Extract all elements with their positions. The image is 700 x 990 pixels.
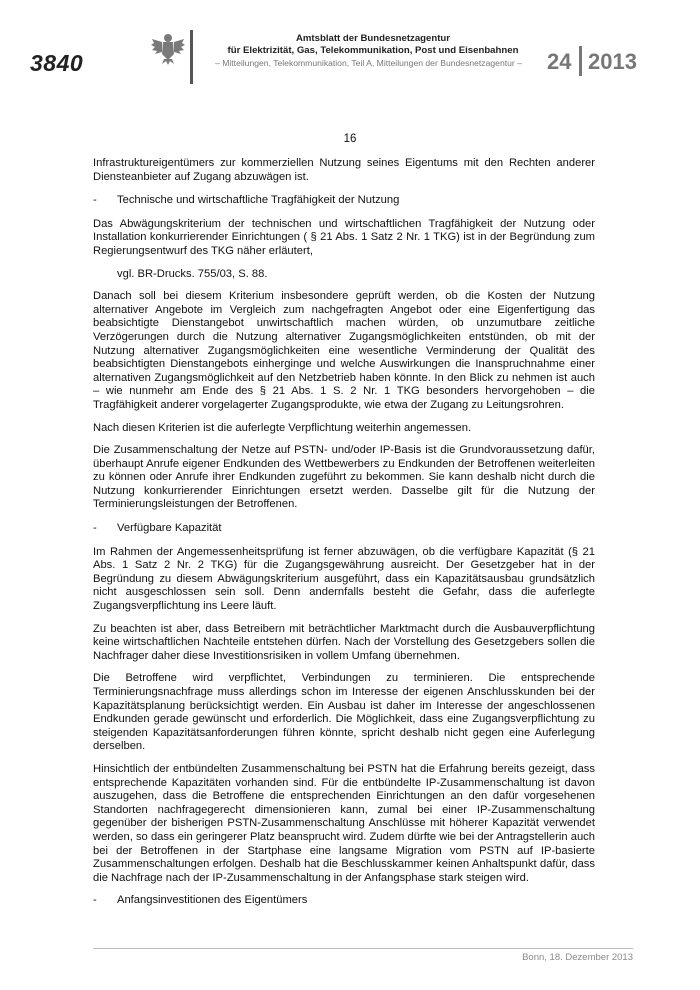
bullet-text: Verfügbare Kapazität — [117, 522, 222, 535]
header-vertical-rule — [190, 30, 193, 84]
footer-place-date: Bonn, 18. Dezember 2013 — [522, 952, 633, 963]
header-subtitle: – Mitteilungen, Telekommunikation, Teil A, Mitteilungen der Bundesnetzagentur – — [215, 58, 522, 68]
citation: vgl. BR-Drucks. 755/03, S. 88. — [117, 267, 268, 280]
bullet-tragfaehigkeit — [93, 194, 595, 208]
bullet-dash: - — [93, 194, 97, 207]
paragraph-4: Nach diesen Kriterien ist die auferlegte Verpflichtung weiterhin angemessen. — [93, 421, 472, 434]
bullet-kapazitaet — [93, 522, 595, 536]
paragraph-7: Zu beachten ist aber, dass Betreibern mit beträchtlicher Marktmacht durch die Ausbauverpflichtung keine wirtschaftlichen Nachteile entstehen dürfen. Nach der Vorstellung des Gesetzgebers sollen die Nachfrager daher diese Investitionsrisiken in vollem Umfang übernehmen. — [93, 622, 595, 662]
bullet-text: Anfangsinvestitionen des Eigentümers — [117, 894, 308, 907]
document-page-number: 16 — [343, 133, 357, 145]
paragraph-1: Infrastruktureigentümers zur kommerziellen Nutzung seines Eigentums mit den Rechten anderer Diensteanbieter auf Zugang abzuwägen ist. — [93, 157, 595, 183]
paragraph-9: Hinsichtlich der entbündelten Zusammenschaltung bei PSTN hat die Erfahrung bereits gezeigt, dass entsprechende Kapazitäten vorhanden sind. Für die entbündelte IP-Zusammenschaltung ist davon auszugehen, dass die Betroffene die entsprechenden Einrichtungen an den dafür vorgesehenen Standorten nachfragegerecht dimensionieren kann, zumal bei einer IP-Zusammenschaltung gegenüber der bisherigen PSTN-Zusammenschaltung Anschlüsse mit höherer Kapazität verwendet werden, so dass ein geringerer Platz beansprucht wird. Zudem dürfte wie bei der Antragstellerin auch bei der Betroffenen in der Startphase eine langsame Migration vom PSTN auf IP-basierte Zusammenschaltungen erfolgen. Deshalb hat die Beschlusskammer keinen Anhaltspunkt dafür, dass die Nachfrage nach der IP-Zusammenschaltung in der Anfangsphase stark steigen wird. — [93, 762, 595, 884]
document-body — [93, 157, 595, 917]
header-title-line-2: für Elektrizität, Gas, Telekommunikation, Post und Eisenbahnen — [227, 44, 519, 56]
footer-rule — [93, 948, 633, 949]
header-title — [208, 33, 538, 56]
header-title-line-1: Amtsblatt der Bundesnetzagentur — [295, 33, 451, 44]
header-issue-number: 24 — [547, 49, 572, 74]
paragraph-6: Im Rahmen der Angemessenheitsprüfung ist ferner abzuwägen, ob die verfügbare Kapazität (§ 21 Abs. 1 Satz 2 Nr. 2 TKG) für die Zugangsgewährung ausreicht. Der Gesetzgeber hat in der Begründung zu diesem Abwägungskriterium ausgeführt, dass ein Kapazitätsausbau grundsätzlich nicht ausgeschlossen sein soll. Denn andernfalls besteht die Gefahr, dass die auferlegte Zugangsverpflichtung ins Leere läuft. — [93, 545, 595, 613]
paragraph-3: Danach soll bei diesem Kriterium insbesondere geprüft werden, ob die Kosten der Nutzung alternativer Angebote im Vergleich zum nachgefragten Angebot oder eine Eigenfertigung das beabsichtigte Dienstangebot unwirtschaftlich machen würden, ob unzumutbare zeitliche Verzögerungen durch die Nutzung alternativer Zugangsmöglichkeiten entstünden, ob mit der Nutzung alternativer Zugangsmöglichkeiten eine wesentliche Verminderung der Qualität des beabsichtigten Dienstangebots einherginge und welche Auswirkungen die Inanspruchnahme einer alternativen Zugangsmöglichkeit auf den Netzbetrieb haben könnte. In den Blick zu nehmen ist auch – wie nunmehr am Ende des § 21 Abs. 1 S. 2 Nr. 1 TKG besonders hervorgehoben – die Tragfähigkeit anderer vorgelagerter Zugangsprodukte, wie etwa der Zugang zu Leitungsrohren. — [93, 290, 595, 411]
bullet-text: Technische und wirtschaftliche Tragfähigkeit der Nutzung — [117, 194, 400, 207]
federal-eagle-icon — [150, 30, 186, 66]
paragraph-8: Die Betroffene wird verpflichtet, Verbindungen zu terminieren. Die entsprechende Terminierungsnachfrage muss allerdings schon im Interesse der eigenen Anschlusskunden bei der Kapazitätsplanung berücksichtigt werden. Ein Ausbau ist daher im Interesse der angeschlossenen Endkunden gerade gewünscht und erforderlich. Die Möglichkeit, dass eine Zugangsverpflichtung zu steigenden Kapazitätsanforderungen führen könnte, spricht deshalb nicht gegen eine Auferlegung derselben. — [93, 672, 595, 753]
bullet-dash: - — [93, 522, 97, 535]
header-issue-divider — [579, 46, 582, 76]
header-year: 2013 — [588, 49, 637, 74]
bullet-dash: - — [93, 894, 97, 907]
paragraph-5: Die Zusammenschaltung der Netze auf PSTN- und/oder IP-Basis ist die Grundvoraussetzung dafür, überhaupt Anrufe eigener Endkunden des Wettbewerbers zu Endkunden der Betroffenen weiterleiten zu können oder Anrufe ihrer Endkunden zugeführt zu bekommen. Sie kann deshalb nicht durch die Nutzung konkurrierender Einrichtungen ersetzt werden. Dasselbe gilt für die Nutzung der Terminierungsleistungen der Betroffenen. — [93, 444, 595, 511]
bullet-anfangsinvestitionen — [93, 894, 595, 908]
header-page-number: 3840 — [30, 50, 84, 76]
paragraph-2: Das Abwägungskriterium der technischen und wirtschaftlichen Tragfähigkeit der Nutzung oder Installation konkurrierender Einrichtungen ( § 21 Abs. 1 Satz 2 Nr. 1 TKG) ist in der Begründung zum Regierungsentwurf des TKG näher erläutert, — [93, 217, 595, 257]
